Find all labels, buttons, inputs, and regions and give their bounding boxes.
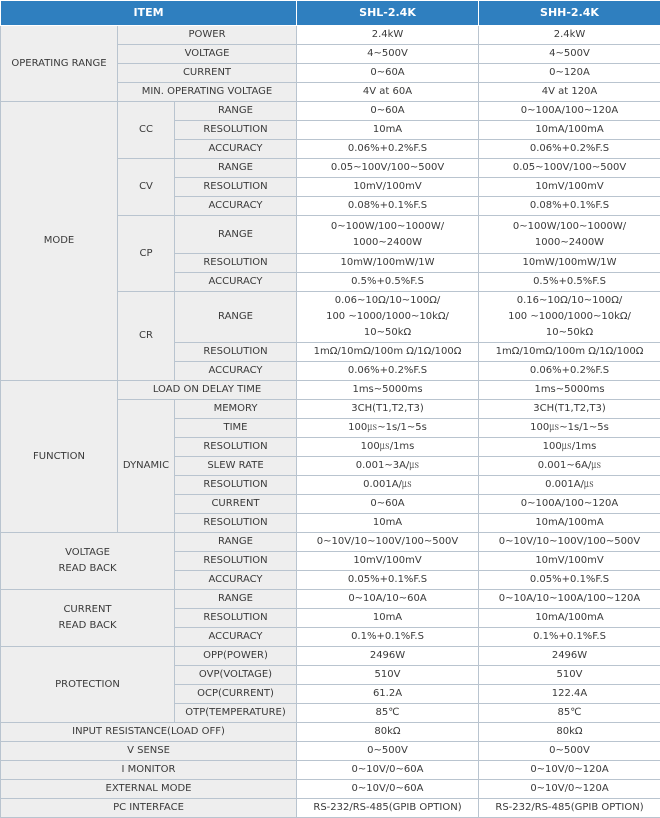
value-model-2: 510V	[479, 666, 660, 685]
value-model-1: 0.001A/㎲	[297, 476, 479, 495]
value-model-2: 0~100A/100~120A	[479, 495, 660, 514]
table-row	[1, 761, 660, 780]
value-model-1: 1ms~5000ms	[297, 381, 479, 400]
row-label: MIN. OPERATING VOLTAGE	[118, 83, 297, 102]
row-label: RESOLUTION	[175, 609, 297, 628]
table-row	[1, 102, 660, 121]
value-model-2: 0.001A/㎲	[479, 476, 660, 495]
value-model-2: 122.4A	[479, 685, 660, 704]
value-model-1: 10mV/100mV	[297, 178, 479, 197]
value-model-2: 0.5%+0.5%F.S	[479, 273, 660, 292]
row-label: CURRENT	[118, 64, 297, 83]
value-model-2: 3CH(T1,T2,T3)	[479, 400, 660, 419]
row-label: INPUT RESISTANCE(LOAD OFF)	[1, 723, 297, 742]
value-model-2: 4~500V	[479, 45, 660, 64]
row-label: RANGE	[175, 533, 297, 552]
value-model-2: 0~10A/10~100A/100~120A	[479, 590, 660, 609]
row-label: I MONITOR	[1, 761, 297, 780]
value-model-2: 85℃	[479, 704, 660, 723]
table-row	[1, 381, 660, 400]
value-model-2: 10mW/100mW/1W	[479, 254, 660, 273]
value-model-1: 0~10V/0~60A	[297, 780, 479, 799]
subgroup-dynamic: DYNAMIC	[118, 400, 175, 533]
value-model-2: 0.06%+0.2%F.S	[479, 362, 660, 381]
row-label: ACCURACY	[175, 362, 297, 381]
value-model-2: 0.05~100V/100~500V	[479, 159, 660, 178]
value-model-2: 0.05%+0.1%F.S	[479, 571, 660, 590]
header-item: ITEM	[1, 1, 297, 26]
value-model-2: 10mV/100mV	[479, 178, 660, 197]
value-model-1: 2.4kW	[297, 26, 479, 45]
table-row	[1, 723, 660, 742]
subgroup-cc: CC	[118, 102, 175, 159]
value-model-1: RS-232/RS-485(GPIB OPTION)	[297, 799, 479, 818]
value-model-1: 0.5%+0.5%F.S	[297, 273, 479, 292]
table-row	[1, 742, 660, 761]
row-label: RESOLUTION	[175, 552, 297, 571]
row-label: ACCURACY	[175, 571, 297, 590]
value-model-2: 2.4kW	[479, 26, 660, 45]
value-model-1: 4V at 60A	[297, 83, 479, 102]
value-model-1: 510V	[297, 666, 479, 685]
value-model-1: 0~60A	[297, 102, 479, 121]
row-label: OCP(CURRENT)	[175, 685, 297, 704]
row-label: LOAD ON DELAY TIME	[118, 381, 297, 400]
value-model-1: 100㎲~1s/1~5s	[297, 419, 479, 438]
value-model-1: 0.05%+0.1%F.S	[297, 571, 479, 590]
row-label: TIME	[175, 419, 297, 438]
row-label: RANGE	[175, 159, 297, 178]
value-model-1: 100㎲/1ms	[297, 438, 479, 457]
row-label: ACCURACY	[175, 628, 297, 647]
value-model-1: 0.001~3A/㎲	[297, 457, 479, 476]
value-model-1: 0.1%+0.1%F.S	[297, 628, 479, 647]
value-model-1: 10mA	[297, 121, 479, 140]
row-label: OTP(TEMPERATURE)	[175, 704, 297, 723]
row-label: RESOLUTION	[175, 121, 297, 140]
value-model-1: 0.06%+0.2%F.S	[297, 362, 479, 381]
row-label: ACCURACY	[175, 197, 297, 216]
value-model-2: RS-232/RS-485(GPIB OPTION)	[479, 799, 660, 818]
row-label: VOLTAGE	[118, 45, 297, 64]
value-model-2: 100㎲~1s/1~5s	[479, 419, 660, 438]
value-model-2: 0.08%+0.1%F.S	[479, 197, 660, 216]
value-model-1: 0~10A/10~60A	[297, 590, 479, 609]
value-model-1: 85℃	[297, 704, 479, 723]
value-model-2: 4V at 120A	[479, 83, 660, 102]
subgroup-cp: CP	[118, 216, 175, 292]
value-model-2: 0.001~6A/㎲	[479, 457, 660, 476]
row-label: V SENSE	[1, 742, 297, 761]
value-model-1: 4~500V	[297, 45, 479, 64]
value-model-1: 10mA	[297, 514, 479, 533]
group-function: FUNCTION	[1, 381, 118, 533]
table-row	[1, 533, 660, 552]
subgroup-cr: CR	[118, 292, 175, 381]
row-label: RANGE	[175, 292, 297, 343]
value-model-1: 0.05~100V/100~500V	[297, 159, 479, 178]
row-label: RANGE	[175, 216, 297, 254]
value-model-1: 1mΩ/10mΩ/100m Ω/1Ω/100Ω	[297, 343, 479, 362]
row-label: RANGE	[175, 102, 297, 121]
row-label: POWER	[118, 26, 297, 45]
value-model-1: 3CH(T1,T2,T3)	[297, 400, 479, 419]
value-model-1: 0~500V	[297, 742, 479, 761]
row-label: SLEW RATE	[175, 457, 297, 476]
group-operating-range: OPERATING RANGE	[1, 26, 118, 102]
value-model-2: 0~120A	[479, 64, 660, 83]
table-row	[1, 26, 660, 45]
value-model-2: 0~100W/100~1000W/ 1000~2400W	[479, 216, 660, 254]
value-model-1: 0~10V/10~100V/100~500V	[297, 533, 479, 552]
value-model-1: 0.06%+0.2%F.S	[297, 140, 479, 159]
row-label: RESOLUTION	[175, 178, 297, 197]
value-model-2: 2496W	[479, 647, 660, 666]
table-row	[1, 590, 660, 609]
value-model-2: 0~10V/0~120A	[479, 761, 660, 780]
value-model-1: 10mW/100mW/1W	[297, 254, 479, 273]
subgroup-cv: CV	[118, 159, 175, 216]
row-label: EXTERNAL MODE	[1, 780, 297, 799]
value-model-2: 80kΩ	[479, 723, 660, 742]
group-mode: MODE	[1, 102, 118, 381]
table-row	[1, 780, 660, 799]
value-model-1: 0.08%+0.1%F.S	[297, 197, 479, 216]
value-model-2: 0~10V/10~100V/100~500V	[479, 533, 660, 552]
value-model-2: 10mV/100mV	[479, 552, 660, 571]
row-label: OPP(POWER)	[175, 647, 297, 666]
row-label: ACCURACY	[175, 140, 297, 159]
value-model-2: 10mA/100mA	[479, 514, 660, 533]
row-label: RESOLUTION	[175, 476, 297, 495]
value-model-1: 0~100W/100~1000W/ 1000~2400W	[297, 216, 479, 254]
value-model-1: 10mA	[297, 609, 479, 628]
group-current-read-back: CURRENT READ BACK	[1, 590, 175, 647]
value-model-2: 1ms~5000ms	[479, 381, 660, 400]
row-label: OVP(VOLTAGE)	[175, 666, 297, 685]
header-model-2: SHH-2.4K	[479, 1, 660, 26]
row-label: RESOLUTION	[175, 254, 297, 273]
group-voltage-read-back: VOLTAGE READ BACK	[1, 533, 175, 590]
value-model-1: 0~10V/0~60A	[297, 761, 479, 780]
value-model-1: 0~60A	[297, 64, 479, 83]
value-model-2: 0~10V/0~120A	[479, 780, 660, 799]
value-model-2: 0~100A/100~120A	[479, 102, 660, 121]
value-model-2: 0.06%+0.2%F.S	[479, 140, 660, 159]
row-label: CURRENT	[175, 495, 297, 514]
value-model-2: 100㎲/1ms	[479, 438, 660, 457]
value-model-2: 10mA/100mA	[479, 609, 660, 628]
group-protection: PROTECTION	[1, 647, 175, 723]
row-label: RESOLUTION	[175, 514, 297, 533]
value-model-1: 0~60A	[297, 495, 479, 514]
row-label: RANGE	[175, 590, 297, 609]
table-row	[1, 799, 660, 818]
header-row	[1, 1, 660, 26]
row-label: RESOLUTION	[175, 438, 297, 457]
value-model-1: 80kΩ	[297, 723, 479, 742]
value-model-1: 61.2A	[297, 685, 479, 704]
value-model-2: 10mA/100mA	[479, 121, 660, 140]
table-row	[1, 647, 660, 666]
value-model-2: 0~500V	[479, 742, 660, 761]
value-model-1: 10mV/100mV	[297, 552, 479, 571]
value-model-2: 1mΩ/10mΩ/100m Ω/1Ω/100Ω	[479, 343, 660, 362]
value-model-1: 0.06~10Ω/10~100Ω/ 100 ~1000/1000~10kΩ/ 10~50kΩ	[297, 292, 479, 343]
row-label: MEMORY	[175, 400, 297, 419]
row-label: PC INTERFACE	[1, 799, 297, 818]
header-model-1: SHL-2.4K	[297, 1, 479, 26]
value-model-1: 2496W	[297, 647, 479, 666]
row-label: RESOLUTION	[175, 343, 297, 362]
row-label: ACCURACY	[175, 273, 297, 292]
value-model-2: 0.16~10Ω/10~100Ω/ 100 ~1000/1000~10kΩ/ 10~50kΩ	[479, 292, 660, 343]
value-model-2: 0.1%+0.1%F.S	[479, 628, 660, 647]
